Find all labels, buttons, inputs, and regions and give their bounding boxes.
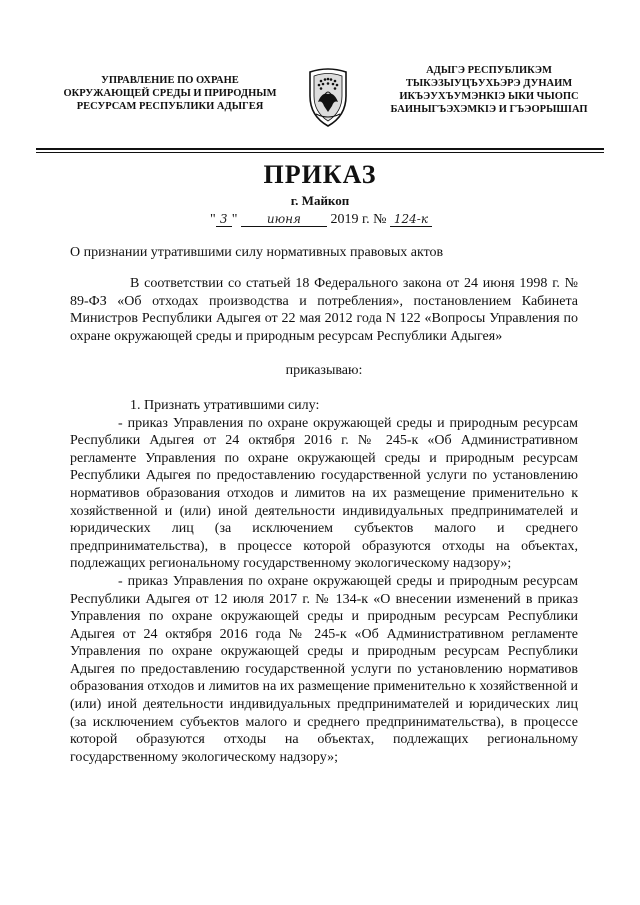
- org-left-line: УПРАВЛЕНИЕ ПО ОХРАНЕ: [101, 75, 239, 86]
- letterhead: [60, 64, 590, 144]
- org-right-line: ТЫКЭЗЫУЦЪУХЬЭРЭ ДУНАИМ: [405, 78, 573, 89]
- document-subject: О признании утратившими силу нормативных правовых актов: [70, 245, 444, 260]
- org-name-russian: [60, 74, 280, 113]
- org-left-line: РЕСУРСАМ РЕСПУБЛИКИ АДЫГЕЯ: [76, 101, 264, 112]
- document-number: 124-к: [390, 212, 432, 227]
- repealed-act-paragraph: - приказ Управления по охране окружающей среды и природным ресурсам Республики Адыгея от 12 июля 2017 г. № 134-к «О внесении изменений в приказ Управления по охране окружающей среды и природным ресурсам Республики Адыгея от 24 октября 2016 года № 245-к «Об Административном регламенте Управления по охране окружающей среды и природным ресурсам Республики Адыгея по предоставлению государственной услуги по установлению нормативов образования отходов и лимитов на их размещение применительно к хозяйственной и (или) иной деятельности индивидуальных предпринимателей и юридических лиц (за исключением субъектов малого и среднего предпринимательства), в процессе которой образуются отходы на объектах, подлежащих региональному государственному экологическому надзору»;: [70, 573, 578, 765]
- coat-of-arms-icon: [304, 66, 352, 130]
- org-right-line: ИКЪЭУХЪУМЭНКIЭ ЫКИ ЧЫОПС: [399, 91, 579, 102]
- item-1-heading: 1. Признать утратившими силу:: [130, 397, 320, 413]
- date-year: 2019 г. №: [330, 212, 387, 227]
- date-day: 3: [216, 212, 232, 227]
- header-divider-thin: [36, 152, 604, 153]
- document-date-number: " 3 " июня 2019 г. № 124-к: [210, 212, 510, 228]
- org-left-line: ОКРУЖАЮЩЕЙ СРЕДЫ И ПРИРОДНЫМ: [63, 88, 277, 99]
- org-right-line: АДЫГЭ РЕСПУБЛИКЭМ: [426, 65, 552, 76]
- document-title: ПРИКАЗ: [263, 160, 377, 189]
- header-divider-thick: [36, 148, 604, 150]
- date-month: июня: [241, 212, 327, 227]
- repealed-act-paragraph: - приказ Управления по охране окружающей среды и природным ресурсам Республики Адыгея от 24 октября 2016 г. № 245-к «Об Административном регламенте Управления по охране окружающей среды и природным ресурсам Республики Адыгея по предоставлению государственной услуги по установлению нормативов образования отходов и лимитов на их размещение применительно к хозяйственной и (или) иной деятельности индивидуальных предпринимателей и юридических лиц (за исключением субъектов малого и среднего предпринимательства), в процессе которой образуются отходы на объектах, подлежащих региональному государственному экологическому надзору»;: [70, 415, 578, 572]
- org-name-adyghe: [374, 64, 604, 116]
- org-right-line: БАИНЫГЪЭХЭМКIЭ И ГЪЭОРЫШIАП: [390, 104, 588, 115]
- document-city: г. Майкоп: [290, 193, 350, 208]
- preamble-paragraph: В соответствии со статьей 18 Федерального закона от 24 июня 1998 г. № 89-ФЗ «Об отходах производства и потребления», постановлением Кабинета Министров Республики Адыгея от 22 мая 2012 года N 122 «Вопросы Управления по охране окружающей среды и природным ресурсам Республики Адыгея»: [70, 276, 578, 344]
- order-word: приказываю:: [285, 363, 363, 379]
- document-body: [70, 275, 578, 766]
